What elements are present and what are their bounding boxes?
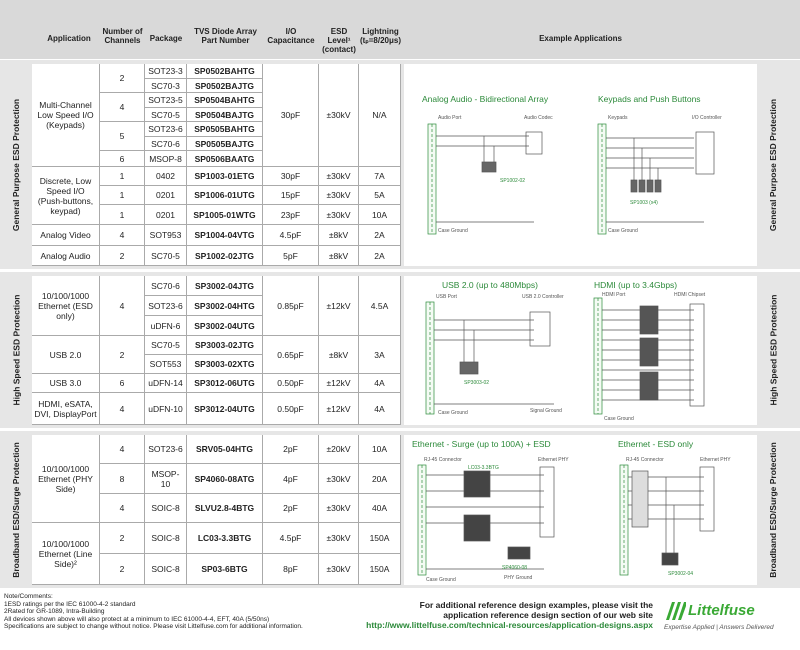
cta-line: For additional reference design examples, please visit the — [419, 600, 653, 610]
app-cell: USB 2.0 — [32, 336, 100, 374]
lightning-cell: 10A — [359, 205, 401, 225]
cta-link[interactable]: http://www.littelfuse.com/technical-resources/application-designs.aspx — [366, 620, 653, 630]
example-title: HDMI (up to 3.4Gbps) — [594, 280, 678, 290]
capacitance-cell: 2pF — [263, 435, 319, 464]
example-title: Ethernet - ESD only — [618, 439, 694, 449]
part-number-cell: SLVU2.8-4BTG — [187, 494, 263, 523]
notes-title: Note/Comments: — [4, 593, 53, 600]
broadband-table — [32, 435, 401, 585]
section-high-speed-label-right: High Speed ESD Protection — [768, 294, 778, 406]
part-number-cell: SP0504BAHTG — [187, 93, 263, 108]
diagram-label: Ethernet PHY — [700, 457, 731, 463]
diagram-label: HDMI Port — [602, 292, 626, 298]
lightning-cell: 150A — [359, 523, 401, 554]
part-number-cell: SP0502BAHTG — [187, 64, 263, 79]
diagram-label: Case Ground — [608, 228, 638, 234]
diagram-label: USB Port — [436, 294, 457, 300]
channels-cell: 1 — [100, 186, 145, 205]
section-general-label-left: General Purpose ESD Protection — [11, 98, 22, 231]
brand-name: Littelfuse — [688, 602, 755, 619]
section-general-label-right: General Purpose ESD Protection — [768, 98, 779, 231]
part-number-cell: SP3002-04HTG — [187, 296, 263, 316]
diagram-label: PHY Ground — [504, 575, 533, 581]
diagram-label: Case Ground — [438, 228, 468, 234]
channels-cell: 1 — [100, 205, 145, 225]
diagram-label: SP1003 (x4) — [630, 200, 658, 206]
package-cell: MSOP-8 — [145, 151, 187, 167]
esd-cell: ±20kV — [319, 435, 359, 464]
channels-cell: 4 — [100, 435, 145, 464]
esd-cell: ±8kV — [319, 225, 359, 246]
example-title: Keypads and Push Buttons — [598, 94, 701, 104]
section-broadband-label-left: Broadband ESD/Surge Protection — [11, 441, 22, 578]
capacitance-cell: 2pF — [263, 494, 319, 523]
header-channels: Number of Channels — [102, 27, 143, 45]
diagram-label: SP1002-02 — [500, 178, 526, 184]
general-examples — [404, 64, 757, 266]
package-cell: SC70-5 — [145, 246, 187, 266]
channels-cell: 4 — [100, 93, 145, 122]
general-schematic — [404, 64, 757, 266]
part-number-cell: SP0505BAHTG — [187, 122, 263, 137]
cta — [335, 600, 653, 630]
diagram-label: RJ-45 Connector — [626, 457, 664, 463]
esd-cell: ±12kV — [319, 374, 359, 393]
app-cell: Multi-Channel Low Speed I/O (Keypads) — [32, 64, 100, 167]
capacitance-cell: 23pF — [263, 205, 319, 225]
lightning-cell: 3A — [359, 336, 401, 374]
part-number-cell: SP1006-01UTG — [187, 186, 263, 205]
lightning-cell: 2A — [359, 225, 401, 246]
capacitance-cell: 0.65pF — [263, 336, 319, 374]
package-cell: uDFN-6 — [145, 316, 187, 336]
table-header — [0, 0, 800, 59]
package-cell: SOIC-8 — [145, 523, 187, 554]
app-cell: Analog Audio — [32, 246, 100, 266]
package-cell: SOT553 — [145, 355, 187, 374]
part-number-cell: SP0506BAATG — [187, 151, 263, 167]
diagram-label: Audio Codec — [524, 115, 553, 121]
package-cell: MSOP-10 — [145, 464, 187, 494]
section-high-speed-label-left: High Speed ESD Protection — [11, 294, 21, 406]
channels-cell: 4 — [100, 276, 145, 336]
package-cell: SC70-5 — [145, 336, 187, 355]
part-number-cell: SP1004-04VTG — [187, 225, 263, 246]
package-cell: SC70-6 — [145, 137, 187, 151]
part-number-cell: SP3002-04JTG — [187, 276, 263, 296]
diagram-label: SP4060-08 — [502, 565, 528, 571]
esd-cell: ±30kV — [319, 186, 359, 205]
package-cell: 0402 — [145, 167, 187, 186]
channels-cell: 4 — [100, 225, 145, 246]
package-cell: SOT23-3 — [145, 64, 187, 79]
capacitance-cell: 8pF — [263, 554, 319, 585]
part-number-cell: SP3002-04UTG — [187, 316, 263, 336]
high-speed-examples — [404, 276, 757, 425]
lightning-cell: 4.5A — [359, 276, 401, 336]
note-line: Specifications are subject to change without notice. Please visit Littelfuse.com for additional information. — [4, 623, 303, 630]
channels-cell: 4 — [100, 494, 145, 523]
esd-cell: ±30kV — [319, 167, 359, 186]
esd-cell: ±12kV — [319, 393, 359, 425]
diagram-label: RJ-45 Connector — [424, 457, 462, 463]
channels-cell: 2 — [100, 246, 145, 266]
lightning-cell: 7A — [359, 167, 401, 186]
channels-cell: 6 — [100, 151, 145, 167]
part-number-cell: SP4060-08ATG — [187, 464, 263, 494]
diagram-label: SP3003-02 — [464, 380, 490, 386]
channels-cell: 8 — [100, 464, 145, 494]
example-title: USB 2.0 (up to 480Mbps) — [442, 280, 538, 290]
lightning-cell: 10A — [359, 435, 401, 464]
esd-cell: ±30kV — [319, 523, 359, 554]
lightning-cell: 40A — [359, 494, 401, 523]
esd-cell: ±30kV — [319, 464, 359, 494]
example-title: Analog Audio - Bidirectional Array — [422, 94, 549, 104]
lightning-cell: 2A — [359, 246, 401, 266]
package-cell: SOIC-8 — [145, 554, 187, 585]
lightning-cell: 5A — [359, 186, 401, 205]
littelfuse-logo-icon — [664, 602, 686, 620]
esd-cell: ±30kV — [319, 205, 359, 225]
channels-cell: 2 — [100, 554, 145, 585]
app-cell: HDMI, eSATA, DVI, DisplayPort — [32, 393, 100, 425]
app-cell: Analog Video — [32, 225, 100, 246]
capacitance-cell: 30pF — [263, 64, 319, 167]
high-speed-table — [32, 276, 401, 425]
part-number-cell: SRV05-04HTG — [187, 435, 263, 464]
diagram-label: SP3002-04 — [668, 571, 694, 577]
part-number-cell: SP3003-02JTG — [187, 336, 263, 355]
brand-tagline: Expertise Applied | Answers Delivered — [664, 624, 774, 631]
note-line: 2Rated for GR-1089, Intra-Building — [4, 608, 105, 615]
header-esd-level: ESD Level¹ (contact) — [322, 27, 356, 54]
capacitance-cell: 0.50pF — [263, 393, 319, 425]
package-cell: SOIC-8 — [145, 494, 187, 523]
esd-cell: ±8kV — [319, 246, 359, 266]
note-line: 1ESD ratings per the IEC 61000-4-2 standard — [4, 600, 136, 608]
capacitance-cell: 4.5pF — [263, 523, 319, 554]
broadband-schematic — [404, 435, 757, 585]
diagram-label: I/O Controller — [692, 115, 722, 121]
note-line: All devices shown above will also protect at a minimum to IEC 61000-4-4, EFT, 40A (5/50ns) — [4, 615, 270, 623]
lightning-cell: 4A — [359, 374, 401, 393]
esd-cell: ±12kV — [319, 276, 359, 336]
package-cell: SC70-3 — [145, 79, 187, 93]
app-cell: USB 3.0 — [32, 374, 100, 393]
package-cell: 0201 — [145, 186, 187, 205]
lightning-cell: 4A — [359, 393, 401, 425]
esd-cell: ±30kV — [319, 554, 359, 585]
package-cell: SOT953 — [145, 225, 187, 246]
diagram-label: Signal Ground — [530, 408, 562, 414]
app-cell: 10/100/1000 Ethernet (ESD only) — [32, 276, 100, 336]
part-number-cell: SP3003-02XTG — [187, 355, 263, 374]
channels-cell: 2 — [100, 64, 145, 93]
lightning-cell: 150A — [359, 554, 401, 585]
notes — [4, 593, 384, 631]
lightning-cell: N/A — [359, 64, 401, 167]
channels-cell: 6 — [100, 374, 145, 393]
part-number-cell: SP1005-01WTG — [187, 205, 263, 225]
part-number-cell: SP0505BAJTG — [187, 137, 263, 151]
header-package: Package — [149, 34, 183, 43]
capacitance-cell: 0.85pF — [263, 276, 319, 336]
header-capacitance: I/O Capacitance — [267, 27, 315, 45]
capacitance-cell: 30pF — [263, 167, 319, 186]
part-number-cell: SP1003-01ETG — [187, 167, 263, 186]
esd-cell: ±8kV — [319, 336, 359, 374]
package-cell: SOT23-6 — [145, 435, 187, 464]
header-application: Application — [47, 34, 91, 43]
channels-cell: 5 — [100, 122, 145, 151]
channels-cell: 4 — [100, 393, 145, 425]
package-cell: uDFN-10 — [145, 393, 187, 425]
app-cell: 10/100/1000 Ethernet (Line Side)² — [32, 523, 100, 585]
example-title: Ethernet - Surge (up to 100A) + ESD — [412, 439, 551, 449]
diagram-label: Case Ground — [438, 410, 468, 416]
capacitance-cell: 4pF — [263, 464, 319, 494]
channels-cell: 2 — [100, 523, 145, 554]
part-number-cell: SP3012-06UTG — [187, 374, 263, 393]
app-cell: 10/100/1000 Ethernet (PHY Side) — [32, 435, 100, 523]
app-cell: Discrete, Low Speed I/O (Push-buttons, keypad) — [32, 167, 100, 225]
header-lightning: Lightning (tₚ=8/20μs) — [359, 27, 401, 45]
capacitance-cell: 4.5pF — [263, 225, 319, 246]
package-cell: SC70-5 — [145, 108, 187, 122]
capacitance-cell: 15pF — [263, 186, 319, 205]
part-number-cell: SP03-6BTG — [187, 554, 263, 585]
package-cell: uDFN-14 — [145, 374, 187, 393]
channels-cell: 2 — [100, 336, 145, 374]
package-cell: 0201 — [145, 205, 187, 225]
part-number-cell: SP3012-04UTG — [187, 393, 263, 425]
part-number-cell: SP0502BAJTG — [187, 79, 263, 93]
high-speed-schematic — [404, 276, 757, 425]
broadband-examples — [404, 435, 757, 585]
general-table — [32, 64, 401, 266]
esd-cell: ±30kV — [319, 64, 359, 167]
lightning-cell: 20A — [359, 464, 401, 494]
package-cell: SC70-6 — [145, 276, 187, 296]
diagram-label: LC03-3.3BTG — [468, 465, 499, 471]
part-number-cell: SP0504BAJTG — [187, 108, 263, 122]
package-cell: SOT23-6 — [145, 122, 187, 137]
header-part-number: TVS Diode Array Part Number — [194, 27, 257, 45]
diagram-label: USB 2.0 Controller — [522, 294, 564, 300]
package-cell: SOT23-5 — [145, 93, 187, 108]
diagram-label: Ethernet PHY — [538, 457, 569, 463]
part-number-cell: LC03-3.3BTG — [187, 523, 263, 554]
diagram-label: HDMI Chipset — [674, 292, 706, 298]
diagram-label: Keypads — [608, 115, 628, 121]
cta-line: application reference design section of our web site — [443, 610, 653, 620]
diagram-label: Audio Port — [438, 115, 462, 121]
section-broadband-label-right: Broadband ESD/Surge Protection — [768, 441, 779, 578]
part-number-cell: SP1002-02JTG — [187, 246, 263, 266]
diagram-label: Case Ground — [426, 577, 456, 583]
capacitance-cell: 5pF — [263, 246, 319, 266]
header-examples: Example Applications — [539, 34, 622, 43]
esd-cell: ±30kV — [319, 494, 359, 523]
channels-cell: 1 — [100, 167, 145, 186]
diagram-label: Case Ground — [604, 416, 634, 422]
capacitance-cell: 0.50pF — [263, 374, 319, 393]
package-cell: SOT23-6 — [145, 296, 187, 316]
